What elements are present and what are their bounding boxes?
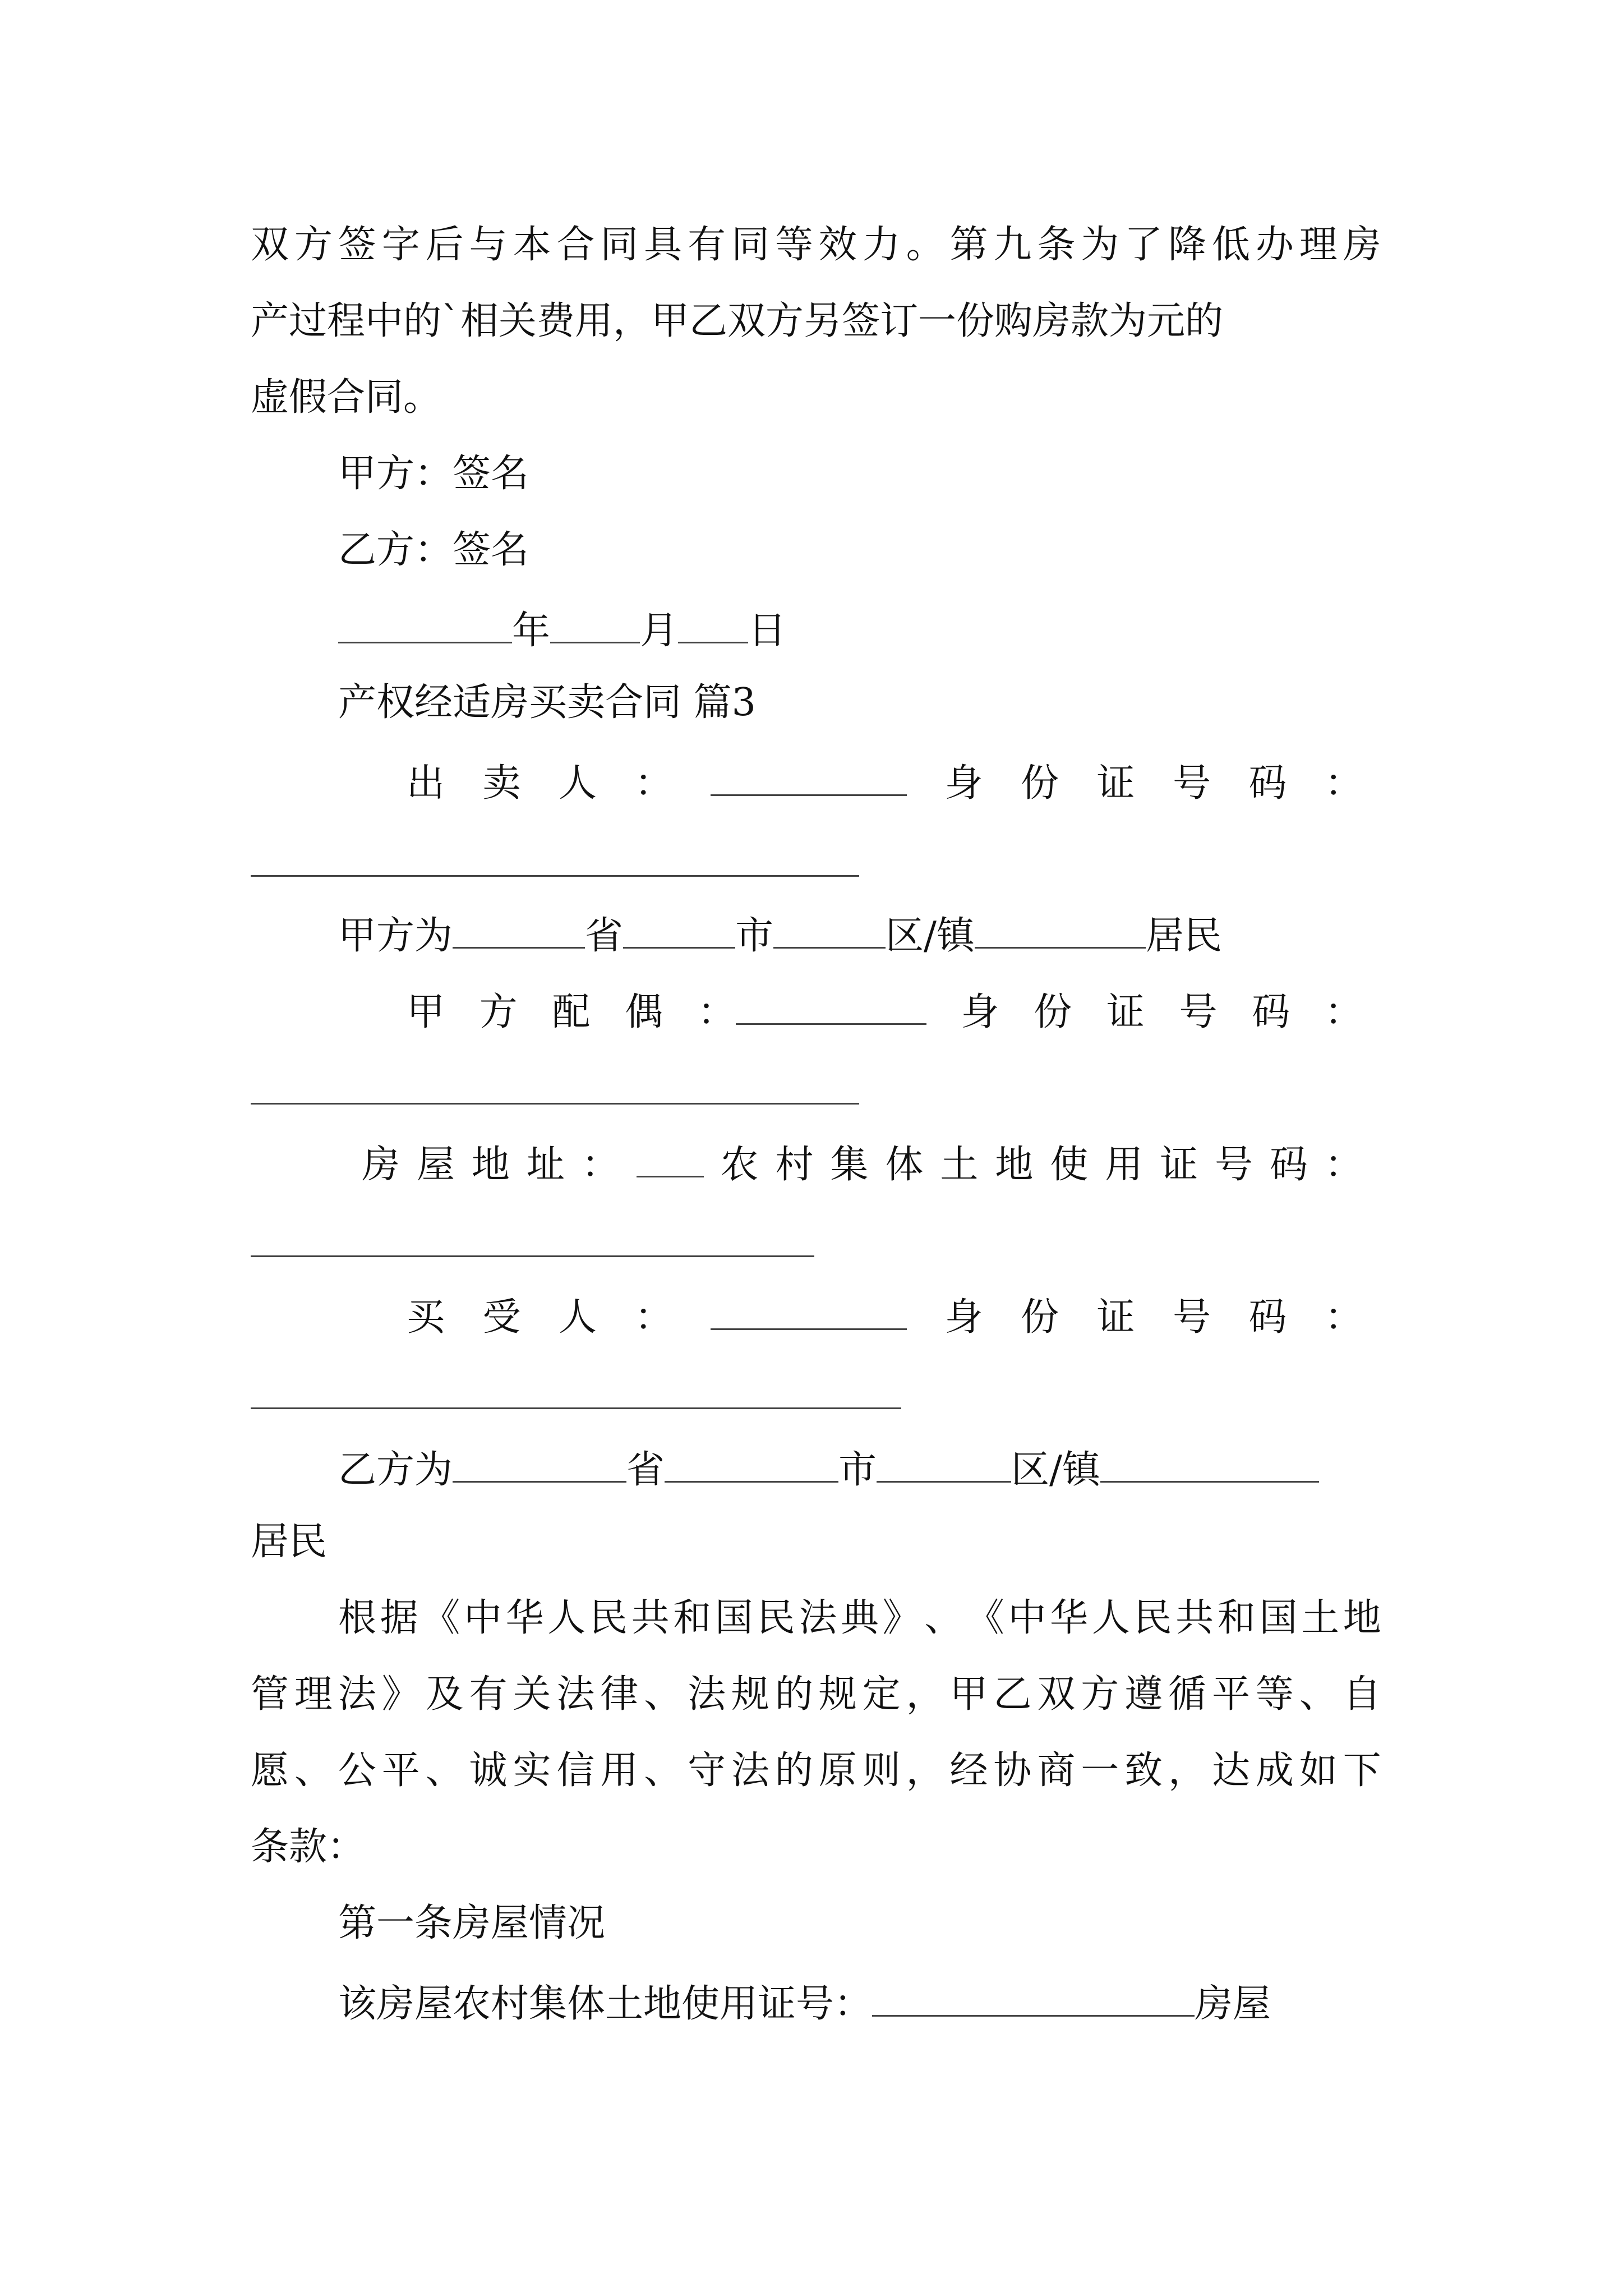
char: 平	[1211, 1672, 1250, 1717]
spouse-label-char: 配	[552, 990, 591, 1035]
char: 定	[862, 1672, 901, 1717]
char: 诚	[469, 1749, 508, 1793]
char: 与	[469, 223, 508, 267]
spouse-label-char: 偶	[625, 990, 663, 1035]
char: 、	[294, 1749, 333, 1793]
id-label-char: 份	[1034, 990, 1072, 1035]
char: 。	[906, 223, 944, 267]
char: 信	[556, 1749, 595, 1793]
char: 遵	[1124, 1672, 1163, 1717]
day-label: 日	[748, 609, 787, 654]
cert-label-char: 农	[720, 1143, 759, 1188]
seller-line	[407, 760, 1363, 806]
char: 及	[425, 1672, 464, 1717]
month-blank	[550, 608, 640, 643]
char: 下	[1343, 1749, 1381, 1793]
char: 民	[757, 1596, 795, 1640]
char: 方	[294, 223, 333, 267]
article-cert-line: 该房屋农村集体土地使用证号： 房屋	[338, 1981, 1271, 2023]
spouse-label-char: 方	[479, 990, 518, 1035]
char: 中	[1008, 1596, 1046, 1640]
char: 律	[600, 1672, 639, 1717]
text: 条款：	[251, 1825, 366, 1869]
char: 国	[714, 1596, 753, 1640]
text: 虚假合同。	[251, 375, 442, 420]
char: 商	[1037, 1749, 1076, 1793]
char: 方	[1081, 1672, 1119, 1717]
char: 、	[644, 1672, 683, 1717]
district-blank	[773, 913, 886, 949]
char: 理	[294, 1672, 333, 1717]
char: 平	[381, 1749, 420, 1793]
id-label-char: 份	[1020, 761, 1059, 806]
char: 民	[1133, 1596, 1172, 1640]
char: 法	[556, 1672, 595, 1717]
char: 法	[731, 1749, 769, 1793]
seller-label-char: ：	[634, 761, 673, 806]
id-label-char: 身	[961, 990, 999, 1035]
char: 华	[1050, 1596, 1089, 1640]
id-label-char: 证	[1096, 1295, 1135, 1340]
buyer-name-blank	[711, 1294, 907, 1330]
char: ，	[906, 1749, 944, 1793]
char: 一	[1081, 1749, 1119, 1793]
paragraph-line	[251, 223, 1381, 267]
char: 成	[1255, 1749, 1294, 1793]
char: 典	[840, 1596, 879, 1640]
char: 《	[422, 1596, 460, 1640]
seller-name-blank	[711, 760, 907, 796]
buyer-label-char: ：	[634, 1295, 673, 1340]
char: 》	[882, 1596, 921, 1640]
id-label-char: ：	[1324, 990, 1363, 1035]
char: 为	[1081, 223, 1119, 267]
char: 经	[949, 1749, 988, 1793]
spouse-name-blank	[736, 989, 926, 1025]
char: 、	[1299, 1672, 1338, 1717]
char: 达	[1211, 1749, 1250, 1793]
char: 效	[818, 223, 857, 267]
char: 甲	[949, 1672, 988, 1717]
id-label-char: 号	[1172, 761, 1211, 806]
char: 关	[513, 1672, 551, 1717]
id-label-char: 码	[1252, 990, 1290, 1035]
char: 根	[338, 1596, 377, 1640]
address-label-char: ：	[581, 1143, 620, 1188]
buyer-line	[407, 1294, 1363, 1340]
char: 愿	[251, 1749, 289, 1793]
char: 字	[381, 223, 420, 267]
date-line	[338, 608, 787, 654]
city-blank	[665, 1447, 838, 1483]
char: 合	[556, 223, 595, 267]
town-blank	[975, 913, 1146, 949]
char: 和	[673, 1596, 712, 1640]
buyer-id-blank	[251, 1407, 901, 1409]
cert-label-char: 证	[1160, 1143, 1198, 1188]
spouse-id-blank	[251, 1103, 859, 1105]
char: 法	[688, 1672, 726, 1717]
char: 等	[774, 223, 813, 267]
char: 致	[1124, 1749, 1163, 1793]
id-label-char: 码	[1248, 761, 1287, 806]
char: 同	[600, 223, 639, 267]
char: 乙	[993, 1672, 1032, 1717]
char: 后	[425, 223, 464, 267]
char: 用	[600, 1749, 639, 1793]
char: 如	[1299, 1749, 1338, 1793]
char: 人	[547, 1596, 586, 1640]
id-label-char: 号	[1179, 990, 1218, 1035]
paragraph-line	[251, 1749, 1381, 1793]
cert-label-char: 使	[1050, 1143, 1089, 1188]
char: 《	[966, 1596, 1004, 1640]
spouse-line	[407, 989, 1363, 1035]
day-blank	[678, 608, 748, 643]
char: 规	[731, 1672, 769, 1717]
paragraph-line	[338, 1596, 1381, 1640]
text: 产过程中的`相关费用，甲乙双方另签订一份购房款为元的	[251, 299, 1224, 343]
char: 了	[1124, 223, 1163, 267]
cert-label-char: 村	[775, 1143, 814, 1188]
char: 、	[924, 1596, 963, 1640]
char: 签	[338, 223, 376, 267]
char: 第	[949, 223, 988, 267]
seller-label-char: 人	[559, 761, 597, 806]
buyer-label-char: 人	[559, 1295, 597, 1340]
paragraph-line	[251, 375, 442, 420]
year-label: 年	[512, 609, 551, 654]
paragraph-line	[251, 1672, 1381, 1717]
cert-label-char: 集	[830, 1143, 869, 1188]
char: 据	[380, 1596, 418, 1640]
char: 双	[251, 223, 289, 267]
char: 等	[1255, 1672, 1294, 1717]
char: 公	[338, 1749, 376, 1793]
spouse-label-char: 甲	[407, 990, 445, 1035]
char: 理	[1299, 223, 1338, 267]
id-label-char: 身	[944, 761, 983, 806]
char: 土	[1301, 1596, 1340, 1640]
id-label-char: ：	[1324, 1295, 1363, 1340]
char: 同	[731, 223, 769, 267]
buyer-label-char: 受	[482, 1295, 521, 1340]
buyer-residence-line: 乙方为 省 市 区/镇	[338, 1447, 1319, 1489]
char: 华	[505, 1596, 544, 1640]
char: 的	[774, 1749, 813, 1793]
address-label-char: 房	[362, 1143, 400, 1188]
address-label-char: 址	[526, 1143, 565, 1188]
cert-label-char: 码	[1269, 1143, 1308, 1188]
seller-label-char: 卖	[482, 761, 521, 806]
seller-id-blank	[251, 875, 859, 877]
char: 低	[1211, 223, 1250, 267]
contract-heading: 产权经适房买卖合同 篇3	[338, 680, 756, 725]
char: 降	[1168, 223, 1207, 267]
id-label-char: 号	[1172, 1295, 1211, 1340]
char: 九	[993, 223, 1032, 267]
char: 有	[469, 1672, 508, 1717]
char: ，	[1168, 1749, 1207, 1793]
char: 循	[1168, 1672, 1207, 1717]
cert-label-char: 土	[940, 1143, 979, 1188]
address-blank	[637, 1142, 704, 1177]
paragraph-line	[251, 1825, 366, 1869]
char: 守	[688, 1749, 726, 1793]
article-title: 第一条房屋情况	[338, 1901, 606, 1945]
char: 力	[862, 223, 901, 267]
year-blank	[338, 608, 512, 643]
char: 有	[688, 223, 726, 267]
seller-label-char: 出	[407, 761, 445, 806]
char: 原	[818, 1749, 857, 1793]
char: 双	[1037, 1672, 1076, 1717]
id-label-char: 证	[1106, 990, 1145, 1035]
char: 法	[338, 1672, 376, 1717]
char: 自	[1343, 1672, 1381, 1717]
town-blank	[1100, 1447, 1319, 1483]
cert-label-char: 地	[995, 1143, 1034, 1188]
char: 协	[993, 1749, 1032, 1793]
cert-number-blank	[872, 1981, 1195, 2017]
char: 房	[1343, 223, 1381, 267]
id-label-char: 码	[1248, 1295, 1287, 1340]
char: 国	[1259, 1596, 1298, 1640]
province-blank	[453, 1447, 626, 1483]
char: 中	[463, 1596, 502, 1640]
char: 共	[631, 1596, 670, 1640]
id-label-char: ：	[1324, 761, 1363, 806]
char: 实	[513, 1749, 551, 1793]
id-label-char: 身	[944, 1295, 983, 1340]
city-blank	[623, 913, 735, 949]
seller-residence-line: 甲方为 省 市 区/镇 居民	[338, 913, 1222, 955]
cert-label-char: 体	[885, 1143, 924, 1188]
char: 则	[862, 1749, 901, 1793]
char: 民	[589, 1596, 628, 1640]
char: 管	[251, 1672, 289, 1717]
cert-label-char: ：	[1324, 1143, 1363, 1188]
char: 和	[1217, 1596, 1256, 1640]
char: 人	[1091, 1596, 1130, 1640]
char: 、	[644, 1749, 683, 1793]
buyer-residence-end: 居民	[251, 1520, 328, 1564]
party-b-signature: 乙方：签名	[338, 528, 529, 572]
paragraph-line	[251, 299, 1381, 343]
address-line	[362, 1142, 1363, 1188]
char: 办	[1255, 223, 1294, 267]
address-label-char: 屋	[416, 1143, 455, 1188]
spouse-label-char: ：	[697, 990, 736, 1035]
party-a-signature: 甲方：签名	[338, 452, 529, 496]
char: 共	[1175, 1596, 1214, 1640]
cert-label-char: 号	[1215, 1143, 1253, 1188]
month-label: 月	[640, 609, 679, 654]
province-blank	[453, 913, 585, 949]
id-label-char: 证	[1096, 761, 1135, 806]
char: 具	[644, 223, 683, 267]
char: 规	[818, 1672, 857, 1717]
char: 法	[799, 1596, 837, 1640]
char: 本	[513, 223, 551, 267]
id-label-char: 份	[1020, 1295, 1059, 1340]
cert-label-char: 用	[1105, 1143, 1144, 1188]
char: 地	[1343, 1596, 1381, 1640]
district-blank	[877, 1447, 1011, 1483]
char: 的	[774, 1672, 813, 1717]
land-cert-blank	[251, 1255, 814, 1257]
char: ，	[906, 1672, 944, 1717]
char: 、	[425, 1749, 464, 1793]
char: 》	[381, 1672, 420, 1717]
char: 条	[1037, 223, 1076, 267]
buyer-label-char: 买	[407, 1295, 445, 1340]
address-label-char: 地	[471, 1143, 510, 1188]
